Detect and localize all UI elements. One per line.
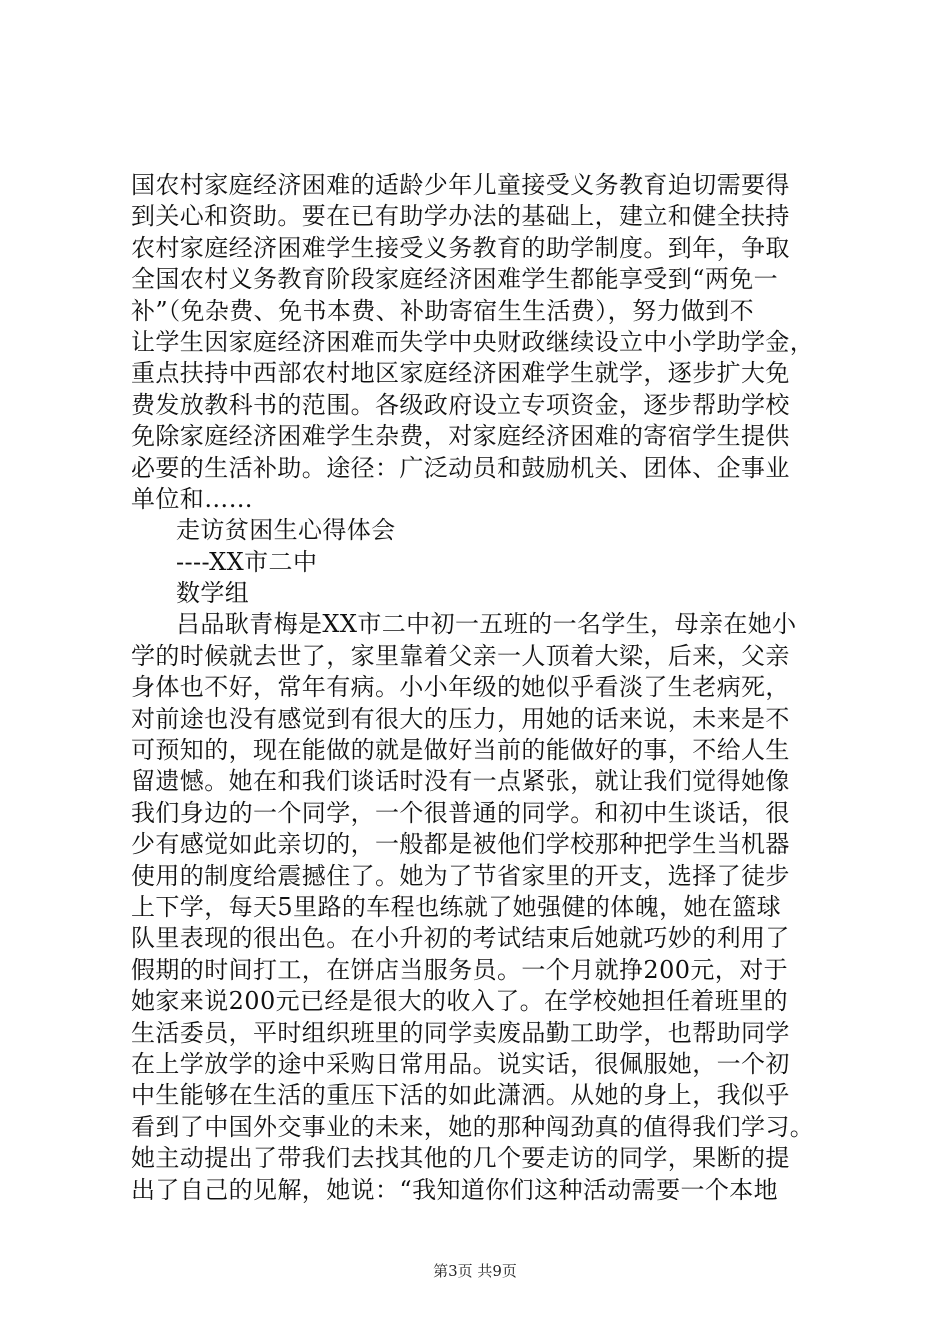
text-line: 上下学，每天5里路的车程也练就了她强健的体魄，她在篮球 — [131, 892, 782, 921]
text-line: 她家来说200元已经是很大的收入了。在学校她担任着班里的 — [131, 987, 789, 1016]
paragraph-student-story — [131, 609, 831, 1205]
text-line: 假期的时间打工，在饼店当服务员。一个月就挣200元，对于 — [131, 955, 789, 984]
text-line: 国农村家庭经济困难的适龄少年儿童接受义务教育迫切需要得 — [131, 171, 790, 199]
text-line: 免除家庭经济困难学生杂费，对家庭经济困难的寄宿学生提供 — [131, 422, 790, 451]
text-line: 少有感觉如此亲切的，一般都是被他们学校那种把学生当机器 — [131, 830, 790, 859]
paragraph-funding-policy — [131, 170, 831, 515]
article-title: 走访贫困生心得体会 — [176, 516, 396, 545]
text-line: 身体也不好，常年有病。小小年级的她似乎看淡了生老病死， — [131, 673, 790, 702]
article-source: ----XX市二中 — [176, 547, 318, 576]
text-line: 可预知的，现在能做的就是做好当前的能做好的事，不给人生 — [131, 736, 790, 765]
text-line: 单位和…… — [131, 484, 253, 513]
text-line: 队里表现的很出色。在小升初的考试结束后她就巧妙的利用了 — [131, 924, 790, 953]
text-line: 对前途也没有感觉到有很大的压力，用她的话来说，未来是不 — [131, 704, 790, 733]
article-group: 数学组 — [176, 579, 250, 608]
text-line: 生活委员，平时组织班里的同学卖废品勤工助学，也帮助同学 — [131, 1018, 790, 1047]
text-line: 补”（免杂费、免书本费、补助寄宿生生活费），努力做到不 — [131, 296, 755, 325]
page-number: 第3页 共9页 — [433, 1262, 517, 1280]
text-line: 在上学放学的途中采购日常用品。说实话，很佩服她，一个初 — [131, 1049, 790, 1078]
text-line: 吕品耿青梅是XX市二中初一五班的一名学生，母亲在她小 — [176, 610, 797, 639]
text-line: 使用的制度给震撼住了。她为了节省家里的开支，选择了徒步 — [131, 861, 790, 890]
text-line: 学的时候就去世了，家里靠着父亲一人顶着大梁，后来，父亲 — [131, 641, 790, 670]
text-line: 让学生因家庭经济困难而失学中央财政继续设立中小学助学金， — [131, 327, 815, 356]
page-footer — [0, 1261, 950, 1281]
document-body — [131, 170, 831, 1206]
text-line: 留遗憾。她在和我们谈话时没有一点紧张，就让我们觉得她像 — [131, 767, 790, 796]
text-line: 中生能够在生活的重压下活的如此潇洒。从她的身上，我似乎 — [131, 1081, 790, 1110]
text-line: 农村家庭经济困难学生接受义务教育的助学制度。到年，争取 — [131, 233, 790, 262]
text-line: 全国农村义务教育阶段家庭经济困难学生都能享受到“两免一 — [131, 265, 779, 294]
text-line: 必要的生活补助。途径：广泛动员和鼓励机关、团体、企事业 — [131, 453, 790, 482]
text-line: 重点扶持中西部农村地区家庭经济困难学生就学，逐步扩大免 — [131, 359, 790, 388]
text-line: 看到了中国外交事业的未来，她的那种闯劲真的值得我们学习。 — [131, 1112, 815, 1141]
text-line: 到关心和资助。要在已有助学办法的基础上，建立和健全扶持 — [131, 202, 790, 231]
text-line: 费发放教科书的范围。各级政府设立专项资金，逐步帮助学校 — [131, 390, 790, 419]
text-line: 她主动提出了带我们去找其他的几个要走访的同学，果断的提 — [131, 1144, 790, 1173]
text-line: 出了自己的见解，她说：“我知道你们这种活动需要一个本地 — [131, 1175, 779, 1204]
text-line: 我们身边的一个同学，一个很普通的同学。和初中生谈话，很 — [131, 798, 790, 827]
